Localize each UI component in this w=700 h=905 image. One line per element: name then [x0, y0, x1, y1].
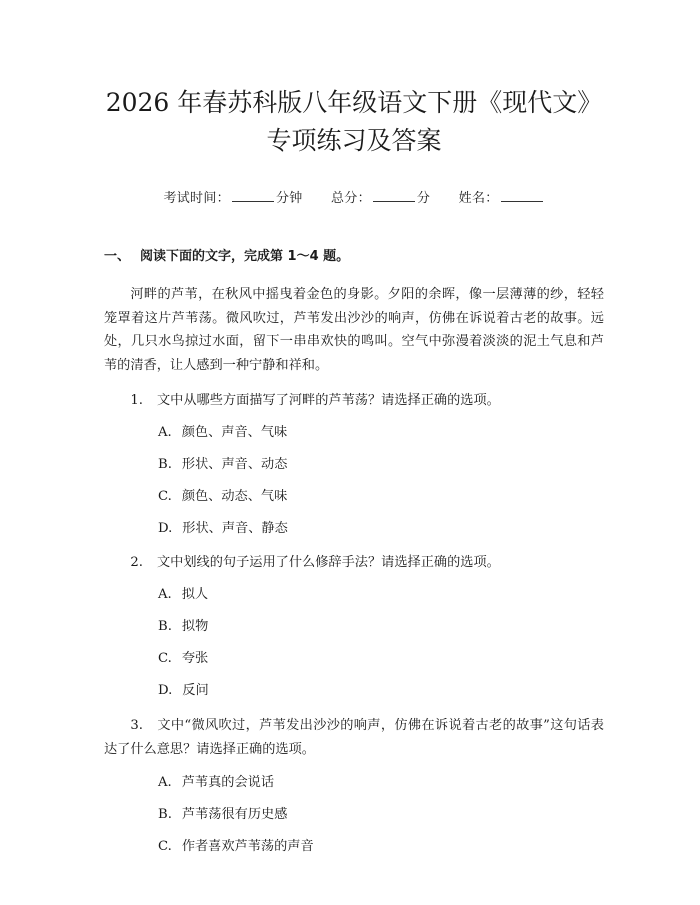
student-name-blank [501, 187, 543, 202]
question-text: 文中“微风吹过，芦苇发出沙沙的响声，仿佛在诉说着古老的故事”这句话表达了什么意思？请选择正确的选项。 [104, 718, 604, 757]
option-b [104, 804, 604, 825]
student-name [459, 191, 545, 206]
total-score [331, 191, 430, 206]
section-instruction: 阅读下面的文字，完成第 1～4 题。 [140, 249, 350, 264]
question-text: 文中从哪些方面描写了河畔的芦苇荡？请选择正确的选项。 [156, 393, 500, 409]
option-d [104, 680, 604, 701]
exam-time-blank [232, 187, 274, 202]
option-letter: B. [158, 807, 172, 823]
option-d [104, 518, 604, 539]
option-c [104, 836, 604, 857]
section-heading [104, 247, 604, 267]
page-title [104, 0, 604, 160]
question-2-options [104, 584, 604, 701]
option-text: 反问 [182, 683, 209, 699]
title-line-1: 2026 年春苏科版八年级语文下册《现代文》 [105, 88, 603, 117]
option-a [104, 772, 604, 793]
total-score-unit: 分 [416, 191, 431, 206]
exam-time [163, 191, 302, 206]
question-1-options [104, 422, 604, 539]
question-number: 2. [130, 555, 143, 571]
total-score-blank [373, 187, 415, 202]
question-number: 1. [130, 393, 143, 409]
option-a [104, 422, 604, 443]
option-letter: D. [158, 521, 173, 537]
option-letter: C. [158, 839, 172, 855]
option-letter: B. [158, 619, 172, 635]
option-text: 颜色、声音、气味 [181, 425, 288, 441]
option-b [104, 616, 604, 637]
option-text: 形状、声音、动态 [181, 457, 288, 473]
option-b [104, 454, 604, 475]
option-letter: A. [158, 425, 172, 441]
question-3-options [104, 772, 604, 857]
option-letter: D. [158, 683, 173, 699]
option-letter: A. [158, 587, 172, 603]
student-name-label: 姓名： [458, 191, 499, 206]
question-number: 3. [130, 718, 143, 734]
option-text: 芦苇荡很有历史感 [181, 807, 288, 823]
option-c [104, 486, 604, 507]
reading-passage: 河畔的芦苇，在秋风中摇曳着金色的身影。夕阳的余晖，像一层薄薄的纱，轻轻笼罩着这片芦苇荡。微风吹过，芦苇发出沙沙的响声，仿佛在诉说着古老的故事。远处，几只水鸟掠过水面，留下一串串欢快的鸣叫。空气中弥漫着淡淡的泥土气息和芦苇的清香，让人感到一种宁静和祥和。 [104, 287, 604, 373]
exam-time-unit: 分钟 [275, 191, 303, 206]
question-text: 文中划线的句子运用了什么修辞手法？请选择正确的选项。 [156, 555, 500, 571]
question-3 [104, 714, 604, 761]
option-text: 芦苇真的会说话 [181, 775, 275, 791]
option-letter: A. [158, 775, 172, 791]
total-score-label: 总分： [331, 191, 371, 206]
option-text: 形状、声音、静态 [182, 521, 288, 537]
title-line-2: 专项练习及答案 [266, 126, 442, 155]
option-a [104, 584, 604, 605]
exam-info-line [104, 187, 604, 209]
option-letter: C. [158, 651, 172, 667]
option-text: 作者喜欢芦苇荡的声音 [181, 839, 314, 855]
section-number: 一、 [104, 249, 131, 264]
option-c [104, 648, 604, 669]
option-text: 拟人 [181, 587, 209, 603]
exam-time-label: 考试时间： [163, 191, 230, 206]
option-text: 夸张 [181, 651, 209, 667]
question-2 [104, 552, 604, 573]
option-text: 拟物 [181, 619, 209, 635]
option-text: 颜色、动态、气味 [181, 489, 288, 505]
question-1 [104, 390, 604, 411]
option-letter: C. [158, 489, 172, 505]
option-letter: B. [158, 457, 172, 473]
